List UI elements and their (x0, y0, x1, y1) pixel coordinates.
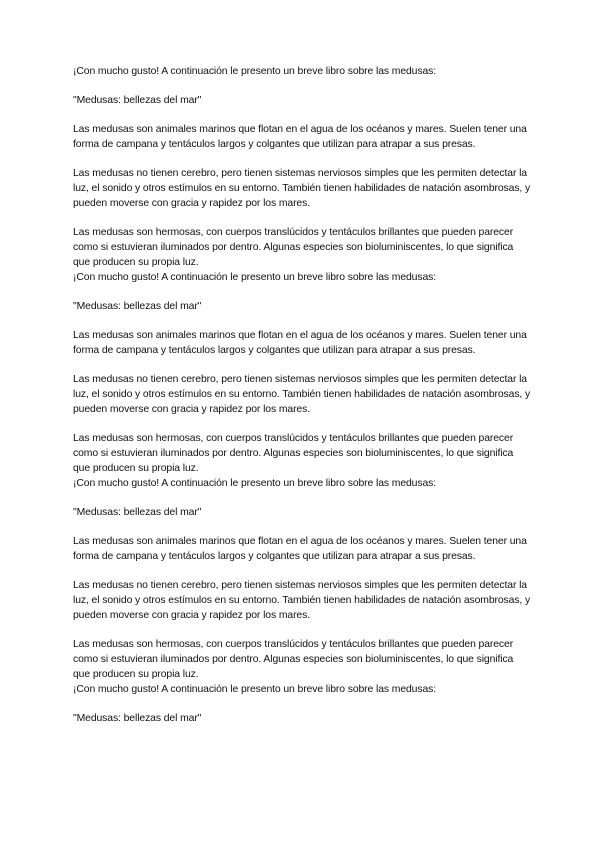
book-title: "Medusas: bellezas del mar" (73, 507, 202, 518)
body-paragraph: Las medusas son hermosas, con cuerpos translúcidos y tentáculos brillantes que pueden parecer como si estuvieran iluminados por dentro. Algunas especies son bioluminiscentes, lo que significa que producen su propia luz. (73, 433, 514, 474)
intro-line: ¡Con mucho gusto! A continuación le presento un breve libro sobre las medusas: (73, 272, 437, 283)
body-paragraph: Las medusas son animales marinos que flotan en el agua de los océanos y mares. Suelen tener una forma de campana y tentáculos largos y colgantes que utilizan para atrapar a sus presas. (73, 124, 527, 150)
body-paragraph: Las medusas son animales marinos que flotan en el agua de los océanos y mares. Suelen tener una forma de campana y tentáculos largos y colgantes que utilizan para atrapar a sus presas. (73, 536, 527, 562)
body-paragraph: Las medusas no tienen cerebro, pero tienen sistemas nerviosos simples que les permiten detectar la luz, el sonido y otros estímulos en su entorno. También tienen habilidades de natación asombrosas, y pueden moverse con gracia y rapidez por los mares. (73, 580, 531, 621)
intro-line: ¡Con mucho gusto! A continuación le presento un breve libro sobre las medusas: (73, 684, 437, 695)
book-title: "Medusas: bellezas del mar" (73, 713, 202, 724)
body-paragraph: Las medusas son animales marinos que flotan en el agua de los océanos y mares. Suelen tener una forma de campana y tentáculos largos y colgantes que utilizan para atrapar a sus presas. (73, 330, 527, 356)
document-body (73, 64, 533, 726)
book-title: "Medusas: bellezas del mar" (73, 301, 202, 312)
book-title: "Medusas: bellezas del mar" (73, 95, 202, 106)
body-paragraph: Las medusas son hermosas, con cuerpos translúcidos y tentáculos brillantes que pueden parecer como si estuvieran iluminados por dentro. Algunas especies son bioluminiscentes, lo que significa que producen su propia luz. (73, 227, 514, 268)
intro-line: ¡Con mucho gusto! A continuación le presento un breve libro sobre las medusas: (73, 478, 437, 489)
intro-line: ¡Con mucho gusto! A continuación le presento un breve libro sobre las medusas: (73, 66, 437, 77)
body-paragraph: Las medusas no tienen cerebro, pero tienen sistemas nerviosos simples que les permiten detectar la luz, el sonido y otros estímulos en su entorno. También tienen habilidades de natación asombrosas, y pueden moverse con gracia y rapidez por los mares. (73, 168, 531, 209)
body-paragraph: Las medusas no tienen cerebro, pero tienen sistemas nerviosos simples que les permiten detectar la luz, el sonido y otros estímulos en su entorno. También tienen habilidades de natación asombrosas, y pueden moverse con gracia y rapidez por los mares. (73, 374, 531, 415)
body-paragraph: Las medusas son hermosas, con cuerpos translúcidos y tentáculos brillantes que pueden parecer como si estuvieran iluminados por dentro. Algunas especies son bioluminiscentes, lo que significa que producen su propia luz. (73, 639, 514, 680)
